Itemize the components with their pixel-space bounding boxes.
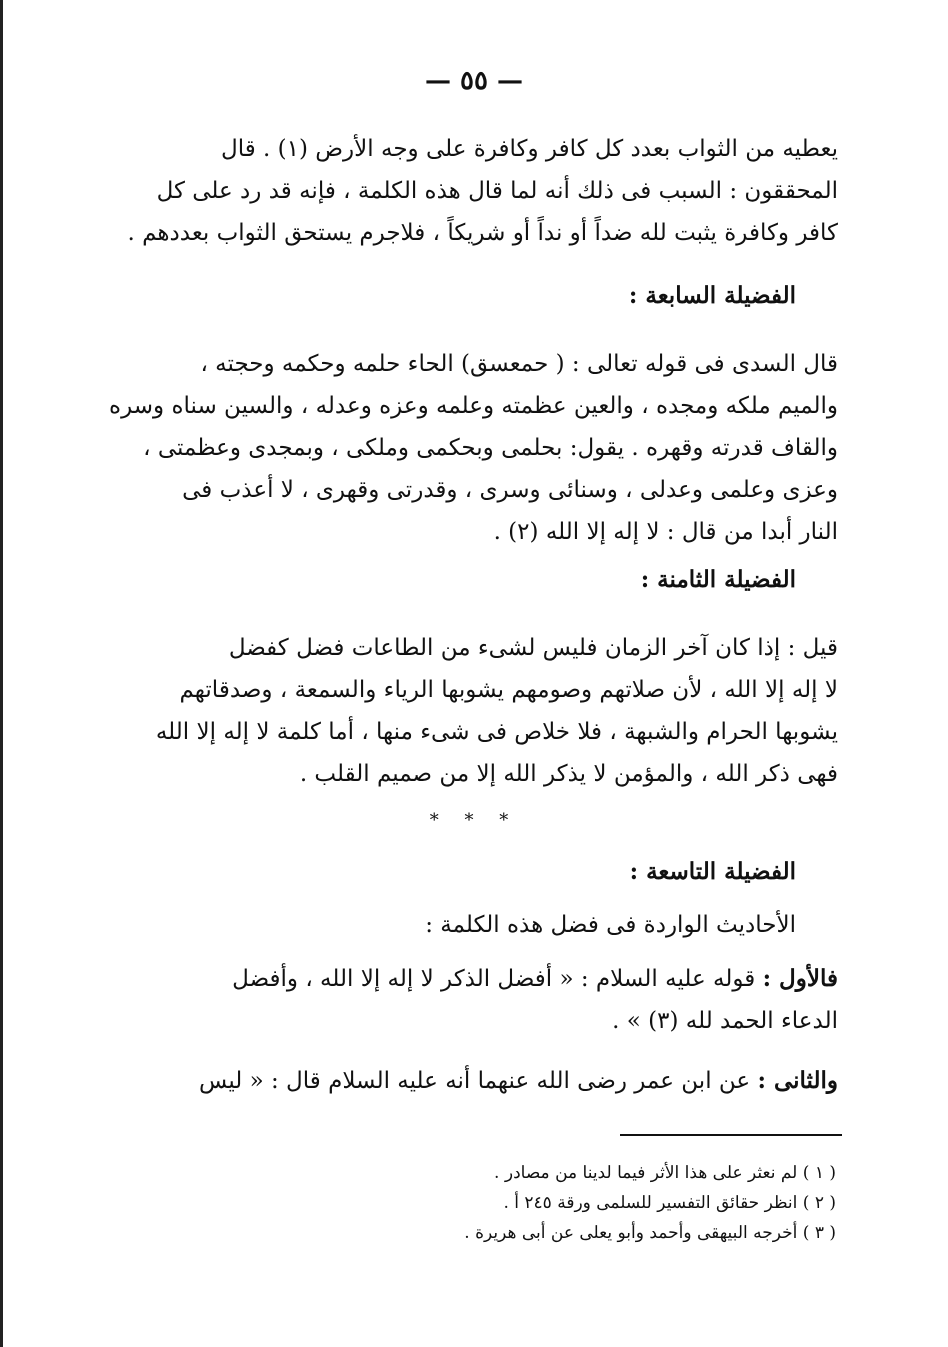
text-line: والقاف قدرته وقهره . يقول: بحلمى وبحكمى وملكى ، وبمجدى وعظمتى ، bbox=[143, 435, 838, 461]
section-separator: * * * bbox=[429, 810, 519, 831]
hadith-intro: الأحاديث الواردة فى فضل هذه الكلمة : bbox=[425, 912, 796, 938]
footnote-1: ( ١ ) لم نعثر على هذا الأثر فيما لدينا من مصادر . bbox=[494, 1163, 836, 1183]
text-line bbox=[190, 1060, 838, 1102]
second-hadith bbox=[190, 1060, 838, 1102]
page-number: — ٥٥ — bbox=[424, 66, 524, 96]
footnote-2: ( ٢ ) انظر حقائق التفسير للسلمى ورقة ٢٤٥ أ . bbox=[503, 1193, 836, 1213]
second-hadith-lead: والثانى : bbox=[757, 1067, 838, 1094]
text-line bbox=[190, 958, 838, 1000]
scan-edge-line bbox=[0, 0, 10, 1347]
text-line: يشوبها الحرام والشبهة ، فلا خلاص فى شىء منها ، أما كلمة لا إله إلا الله bbox=[155, 719, 838, 745]
text-line: والميم ملكه ومجده ، والعين عظمته وعلمه وعزه وعدله ، والسين سناه وسره bbox=[109, 393, 838, 419]
footnotes bbox=[464, 1158, 836, 1248]
footnote-3: ( ٣ ) أخرجه البيهقى وأحمد وأبو يعلى عن أبى هريرة . bbox=[464, 1223, 836, 1243]
footnote-rule bbox=[620, 1134, 842, 1136]
text-line: النار أبدا من قال : لا إله إلا الله (٢) . bbox=[493, 519, 838, 545]
text-line: قال السدى فى قوله تعالى : ( حمعسق) الحاء حلمه وحكمه وحجته ، bbox=[200, 351, 838, 377]
text-line: كافر وكافرة يثبت لله ضداً أو نداً أو شريكاً ، فلاجرم يستحق الثواب بعددهم . bbox=[127, 220, 838, 246]
text-line: قيل : إذا كان آخر الزمان فليس لشىء من الطاعات فضل كفضل bbox=[228, 635, 838, 661]
seventh-virtue-paragraph bbox=[109, 343, 838, 553]
section-heading-seventh: الفضيلة السابعة : bbox=[628, 282, 796, 309]
opening-paragraph bbox=[127, 128, 838, 254]
section-heading-ninth: الفضيلة التاسعة : bbox=[629, 858, 796, 885]
first-hadith bbox=[190, 958, 838, 1042]
text-line: يعطيه من الثواب بعدد كل كافر وكافرة على وجه الأرض (١) . قال bbox=[220, 136, 838, 162]
text-line: الدعاء الحمد لله (٣) » . bbox=[612, 1008, 838, 1034]
second-hadith-text: عن ابن عمر رضى الله عنهما أنه عليه السلام قال : « ليس bbox=[199, 1068, 751, 1094]
section-heading-eighth: الفضيلة الثامنة : bbox=[640, 566, 796, 593]
text-line: لا إله إلا الله ، لأن صلاتهم وصومهم يشوبها الرياء والسمعة ، وصدقاتهم bbox=[179, 677, 838, 703]
first-hadith-lead: فالأول : bbox=[762, 965, 838, 992]
text-line: وعزى وعلمى وعدلى ، وسنائى وسرى ، وقدرتى وقهرى ، لا أعذب فى bbox=[182, 477, 838, 503]
text-line: المحققون : السبب فى ذلك أنه لما قال هذه الكلمة ، فإنه قد رد على كل bbox=[156, 178, 838, 204]
first-hadith-text: قوله عليه السلام : « أفضل الذكر لا إله إلا الله ، وأفضل bbox=[232, 966, 756, 992]
eighth-virtue-paragraph bbox=[155, 627, 838, 795]
text-line: فهى ذكر الله ، والمؤمن لا يذكر الله إلا من صميم القلب . bbox=[299, 761, 838, 787]
